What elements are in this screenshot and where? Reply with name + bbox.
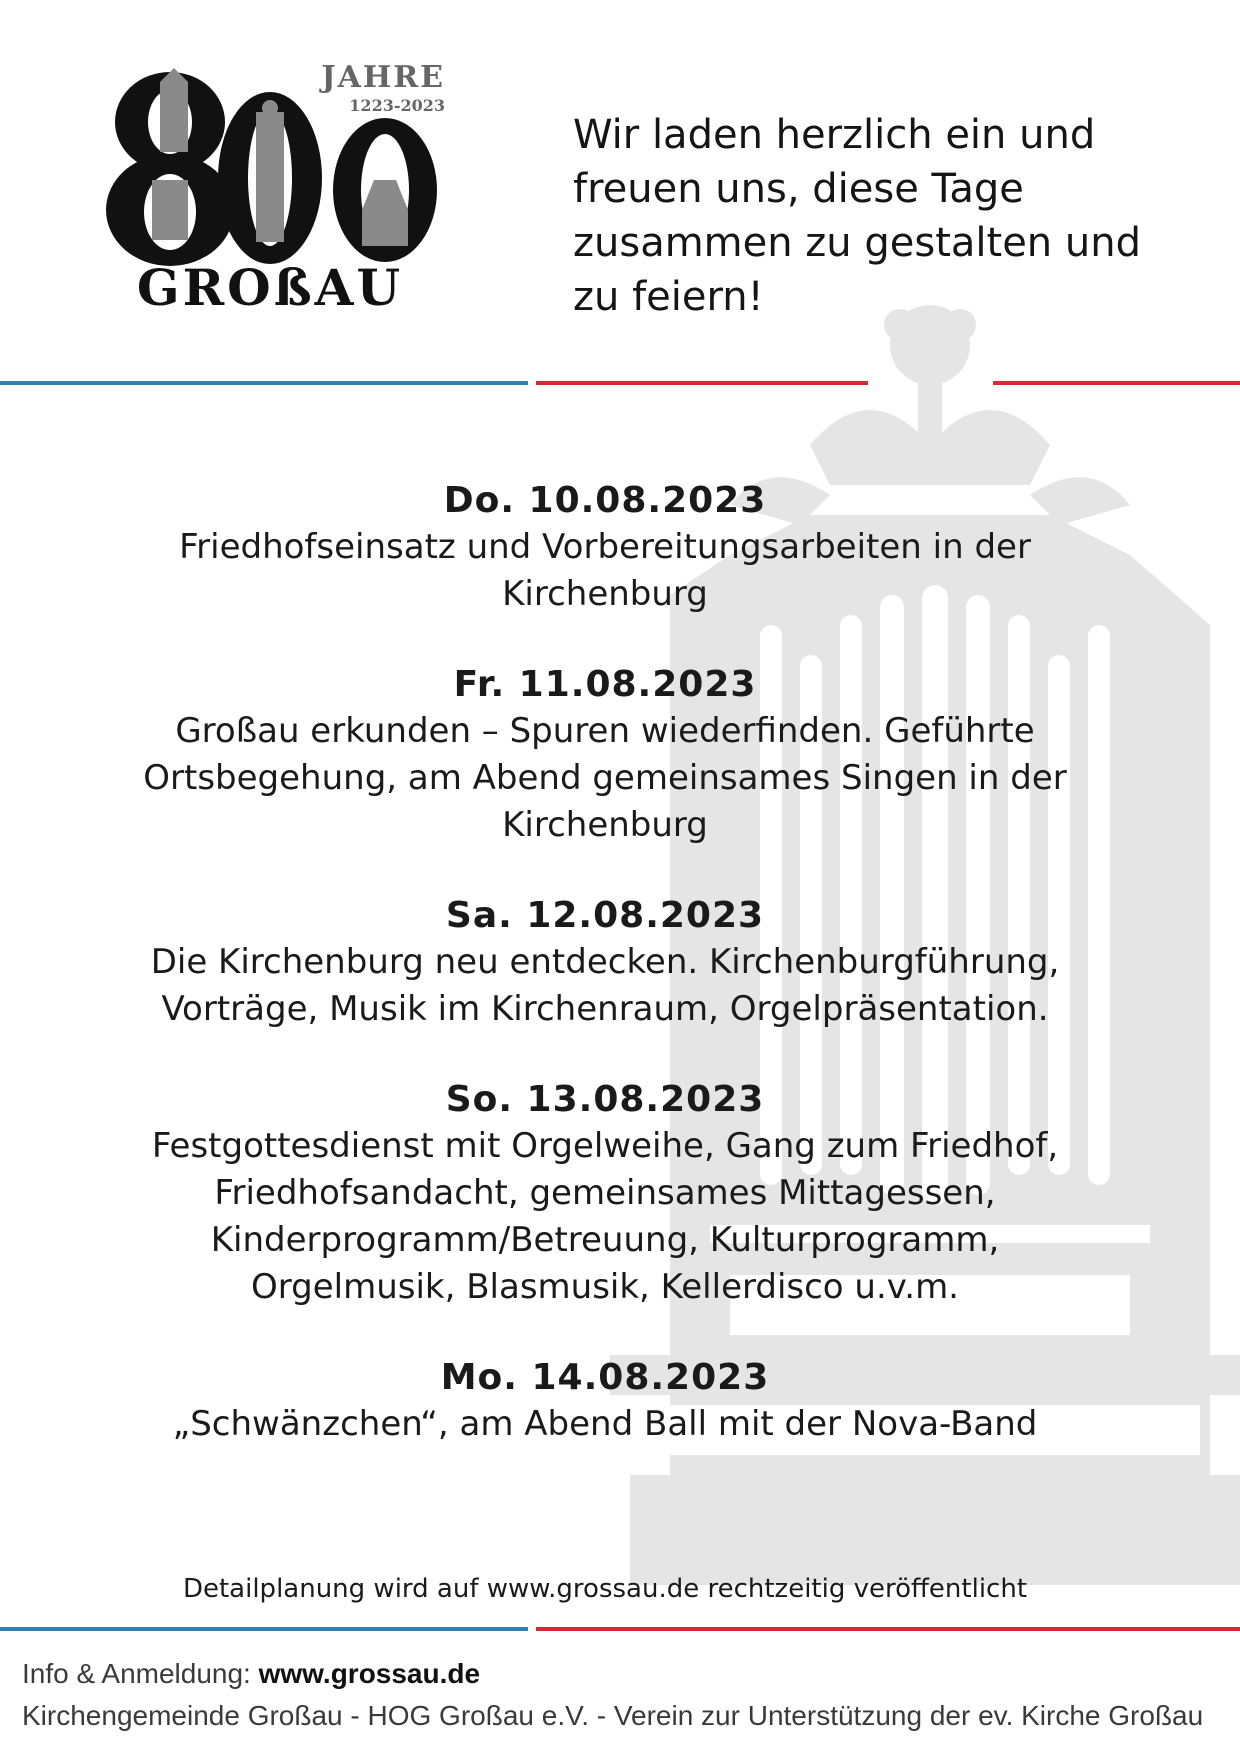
top-divider-red-left <box>536 381 868 385</box>
event-description-line: Die Kirchenburg neu entdecken. Kirchenburgführung, <box>150 942 1060 982</box>
event-schedule <box>70 478 1140 1492</box>
event-date: Fr. 11.08.2023 <box>453 664 757 705</box>
event-description-line: Kirchenburg <box>502 574 708 614</box>
event-description-line: Kinderprogramm/Betreuung, Kulturprogramm, <box>210 1220 1000 1260</box>
event-day <box>70 1355 1140 1448</box>
event-day <box>70 662 1140 849</box>
logo-digit-eight <box>106 68 234 266</box>
invitation-text <box>573 108 1213 324</box>
logo-place-name: GROßAU <box>136 258 404 317</box>
event-description-line: Festgottesdienst mit Orgelweihe, Gang zum Friedhof, <box>151 1126 1059 1166</box>
jubilee-logo <box>100 60 450 330</box>
footer-organizations: Kirchengemeinde Großau - HOG Großau e.V. - Verein zur Unterstützung der ev. Kirche Großau <box>22 1700 1204 1731</box>
logo-jahre-label: JAHRE <box>321 60 445 95</box>
event-day <box>70 1077 1140 1311</box>
event-date: Mo. 14.08.2023 <box>440 1357 770 1398</box>
event-description-line: Ortsbegehung, am Abend gemeinsames Singen in der <box>143 758 1067 798</box>
logo-digit-zero-1 <box>218 92 322 264</box>
bottom-divider-blue <box>0 1627 528 1631</box>
top-divider-blue <box>0 381 528 385</box>
logo-years-range: 1223-2023 <box>349 96 445 115</box>
event-date: So. 13.08.2023 <box>445 1079 765 1120</box>
invitation-line: zusammen zu gestalten und <box>573 220 1141 266</box>
invitation-line: Wir laden herzlich ein und <box>573 112 1096 158</box>
top-divider-red-right <box>993 381 1240 385</box>
invitation-line: freuen uns, diese Tage <box>573 166 1024 212</box>
event-day <box>70 478 1140 618</box>
event-description-line: Friedhofseinsatz und Vorbereitungsarbeiten in der <box>179 527 1031 567</box>
event-description-line: Großau erkunden – Spuren wiederfinden. Geführte <box>175 711 1035 751</box>
event-description-line: Friedhofsandacht, gemeinsames Mittagessen, <box>214 1173 996 1213</box>
footer-info <box>22 1658 480 1690</box>
event-date: Do. 10.08.2023 <box>443 480 767 521</box>
event-description-line: Vorträge, Musik im Kirchenraum, Orgelpräsentation. <box>161 989 1049 1029</box>
planning-note: Detailplanung wird auf www.grossau.de rechtzeitig veröffentlicht <box>182 1574 1028 1604</box>
event-day <box>70 893 1140 1033</box>
invitation-line: zu feiern! <box>573 274 764 320</box>
footer-website-link[interactable]: www.grossau.de <box>258 1658 481 1689</box>
logo-digit-zero-2 <box>333 118 437 262</box>
event-description-line: „Schwänzchen“, am Abend Ball mit der Nova-Band <box>172 1404 1038 1444</box>
footer-info-label: Info & Anmeldung: <box>22 1658 251 1689</box>
event-date: Sa. 12.08.2023 <box>445 895 765 936</box>
event-description-line: Kirchenburg <box>502 805 708 845</box>
bottom-divider-red <box>536 1627 1240 1631</box>
event-description-line: Orgelmusik, Blasmusik, Kellerdisco u.v.m. <box>250 1267 959 1307</box>
